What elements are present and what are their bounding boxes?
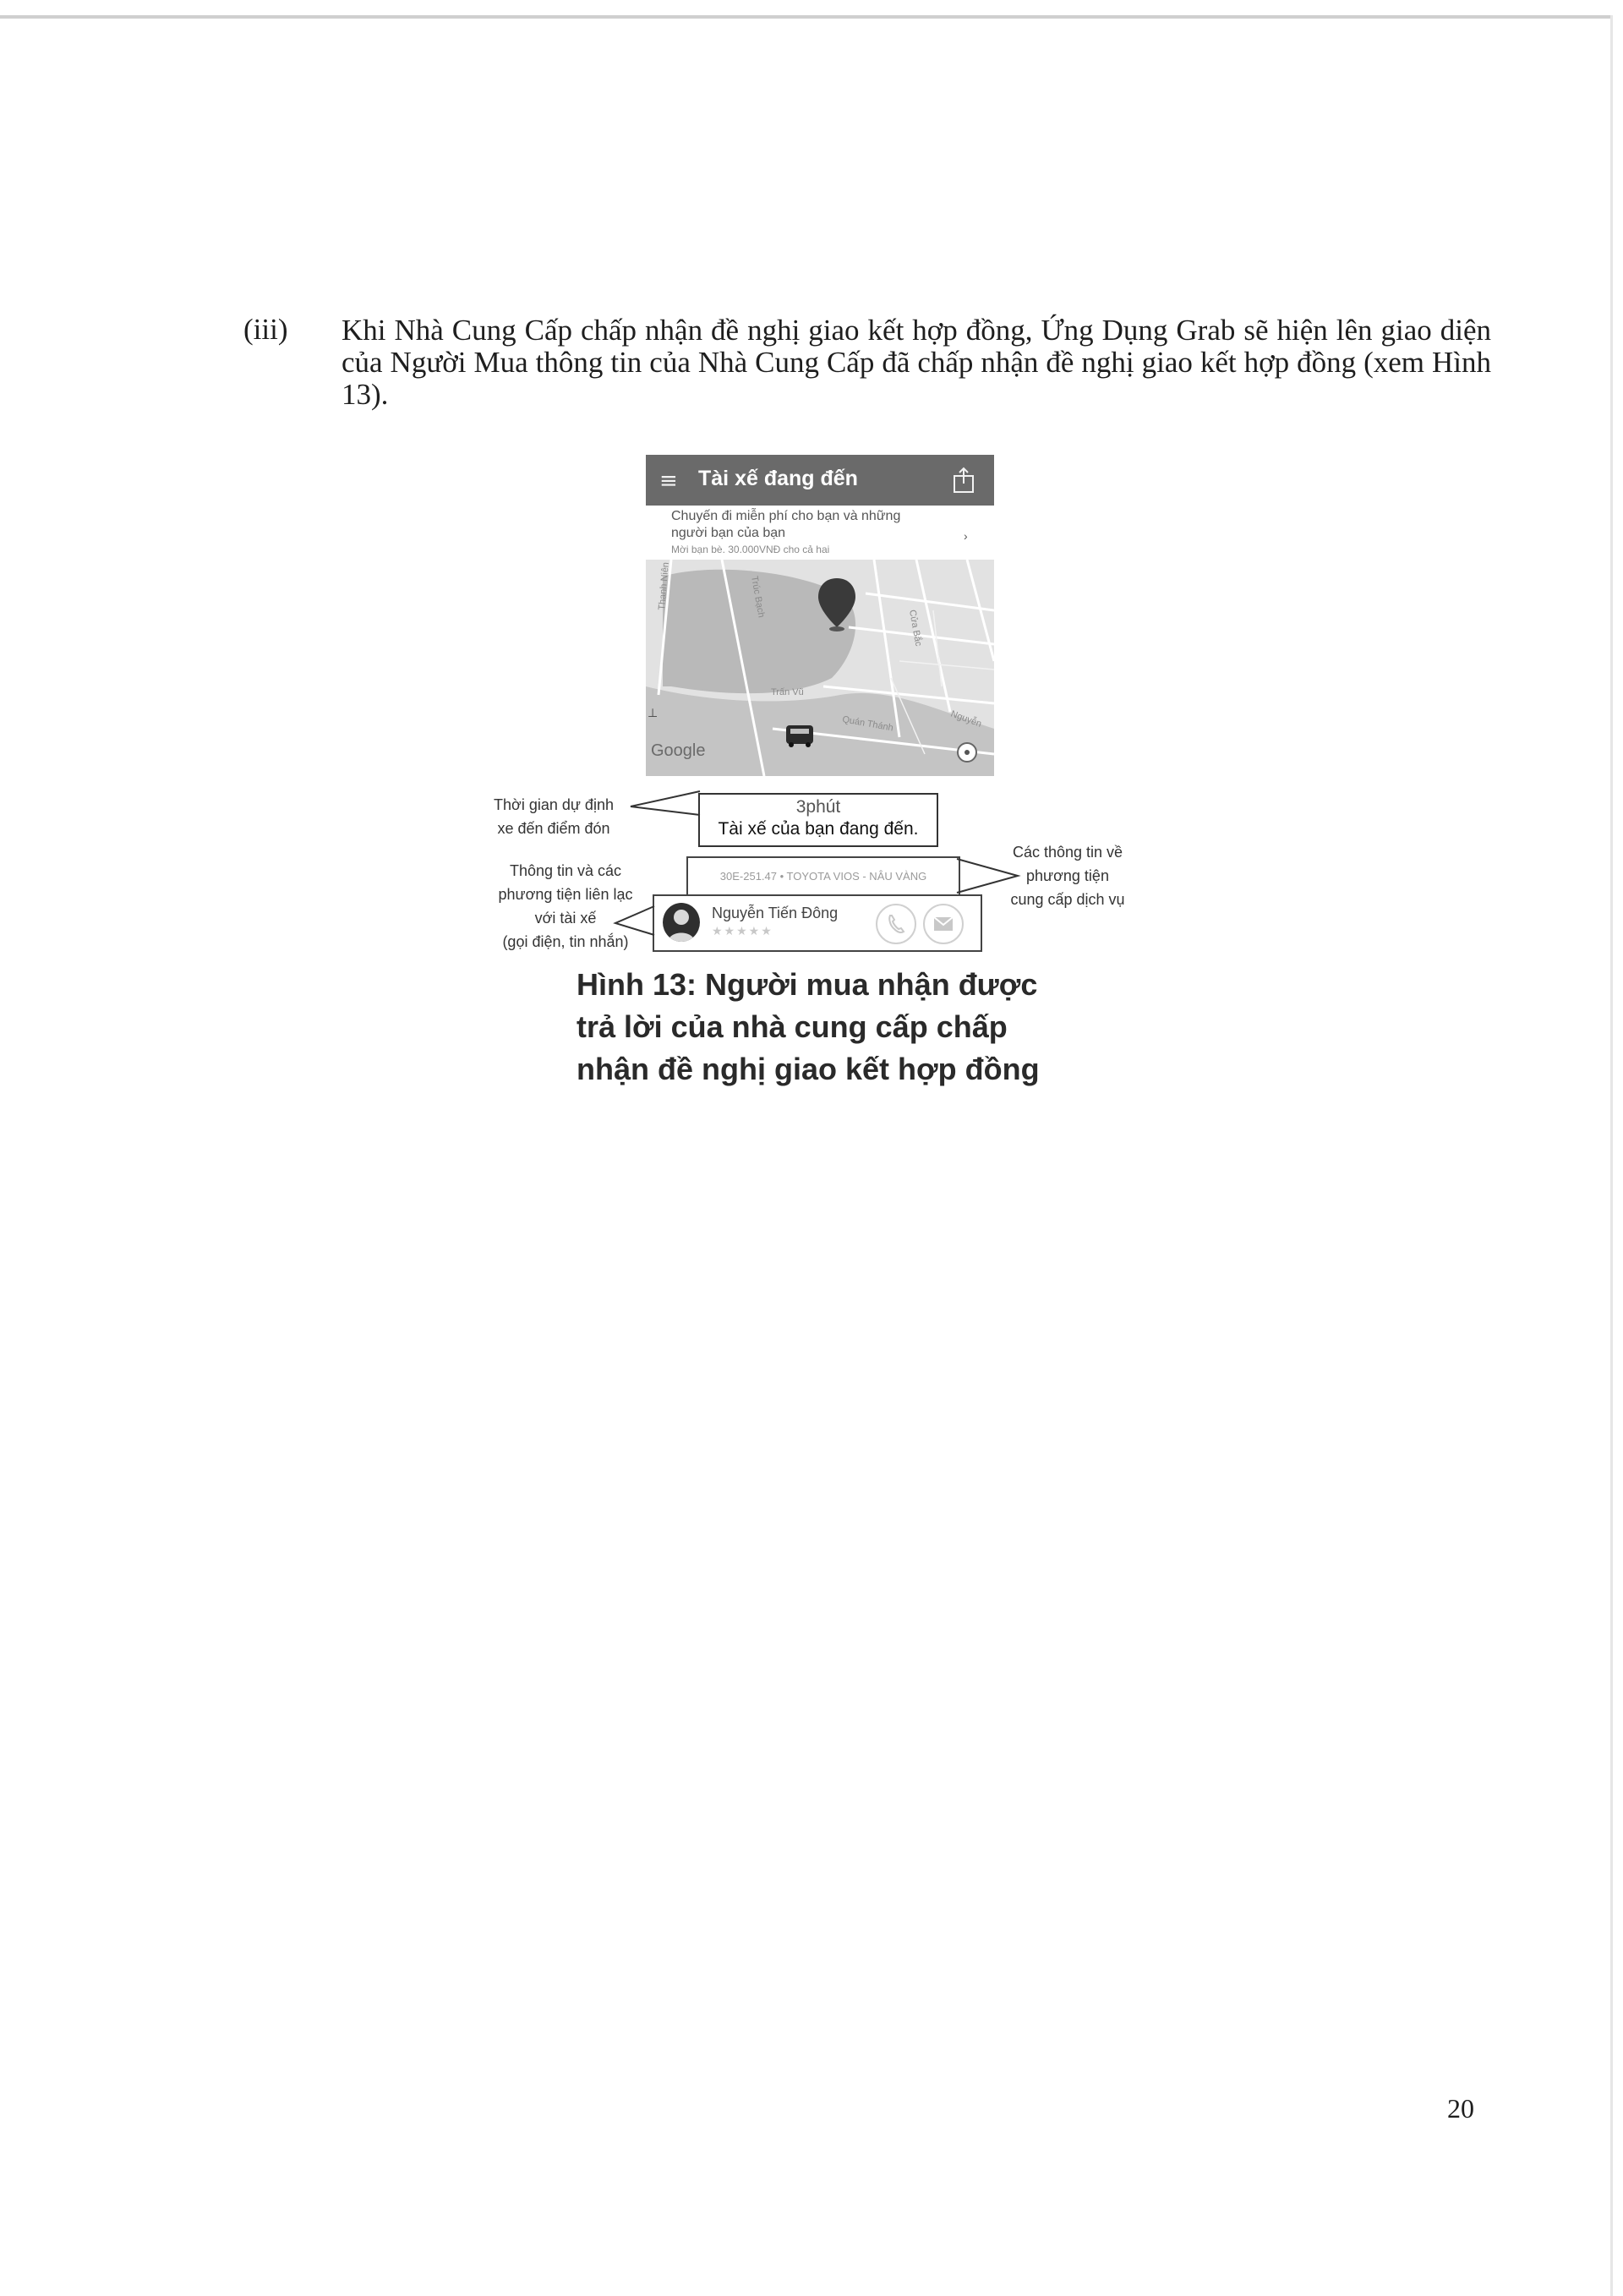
eta-message: Tài xế của bạn đang đến. (718, 819, 919, 839)
callout-line: xe đến điểm đón (497, 820, 610, 837)
app-bar (646, 455, 994, 506)
item-number: (iii) (243, 313, 288, 346)
figure-caption (577, 964, 1050, 1091)
map-street-label: Cửa Bắc (907, 609, 924, 648)
map-street-label: Trấn Vũ (771, 687, 804, 697)
map-view[interactable] (646, 560, 994, 776)
call-button[interactable] (876, 904, 916, 944)
avatar (663, 903, 700, 942)
callout-label-eta (456, 793, 651, 840)
envelope-icon (925, 905, 962, 943)
body-paragraph: Khi Nhà Cung Cấp chấp nhận đề nghị giao kết hợp đồng, Ứng Dụng Grab sẽ hiện lên giao diện của Người Mua thông tin của Nhà Cung Cấp đã chấp nhận đề nghị giao kết hợp đồng (xem Hình 13). (342, 314, 1491, 411)
locate-icon[interactable] (958, 743, 976, 762)
callout-label-contact (477, 859, 654, 954)
map-street-label: Nguyễn (948, 708, 983, 730)
promo-line-2: người bạn của bạn (671, 526, 786, 540)
callout-label-vehicle (987, 840, 1148, 911)
scan-border-top (0, 15, 1610, 19)
callout-line: phương tiện (1026, 867, 1109, 884)
page-number: 20 (1447, 2093, 1474, 2124)
callout-line: Thời gian dự định (494, 796, 614, 813)
scan-border-right (1610, 15, 1613, 2296)
app-screenshot (646, 455, 994, 776)
chevron-right-icon: › (964, 529, 968, 543)
vehicle-info-bar: 30E-251.47 • TOYOTA VIOS - NÂU VÀNG (686, 856, 960, 897)
driver-rating: ★★★★★ (712, 925, 773, 938)
map-street-label: Thanh Niên (657, 561, 671, 611)
caption-line: Hình 13: Người mua nhận được (577, 967, 1038, 1002)
callout-line: Các thông tin về (1012, 844, 1123, 861)
compass-icon: ⊥ (648, 707, 658, 720)
callout-line: (gọi điện, tin nhắn) (502, 933, 629, 950)
driver-name: Nguyễn Tiến Đông (712, 905, 839, 921)
promo-line-3: Mời bạn bè. 30.000VNĐ cho cả hai (671, 544, 830, 555)
callout-line: với tài xế (534, 910, 597, 927)
caption-line: nhận đề nghị giao kết hợp đồng (577, 1052, 1040, 1086)
message-button[interactable] (923, 904, 964, 944)
eta-minutes: 3phút (795, 797, 841, 817)
callout-line: phương tiện liên lạc (498, 886, 633, 903)
map-street-label: Trúc Bạch (749, 575, 767, 619)
promo-line-1: Chuyến đi miễn phí cho bạn và những (671, 509, 901, 523)
driver-card (653, 894, 982, 952)
caption-line: trả lời của nhà cung cấp chấp (577, 1009, 1008, 1044)
hamburger-icon[interactable]: ≡ (659, 468, 678, 494)
phone-icon (877, 905, 915, 943)
map-street-label: Quán Thánh (841, 714, 894, 734)
share-icon[interactable] (952, 467, 975, 494)
callout-line: cung cấp dịch vụ (1010, 891, 1125, 908)
eta-bubble (698, 793, 938, 847)
promo-banner[interactable] (646, 506, 994, 560)
app-bar-title: Tài xế đang đến (698, 467, 858, 490)
callout-line: Thông tin và các (509, 862, 622, 879)
google-logo: Google (651, 741, 706, 760)
